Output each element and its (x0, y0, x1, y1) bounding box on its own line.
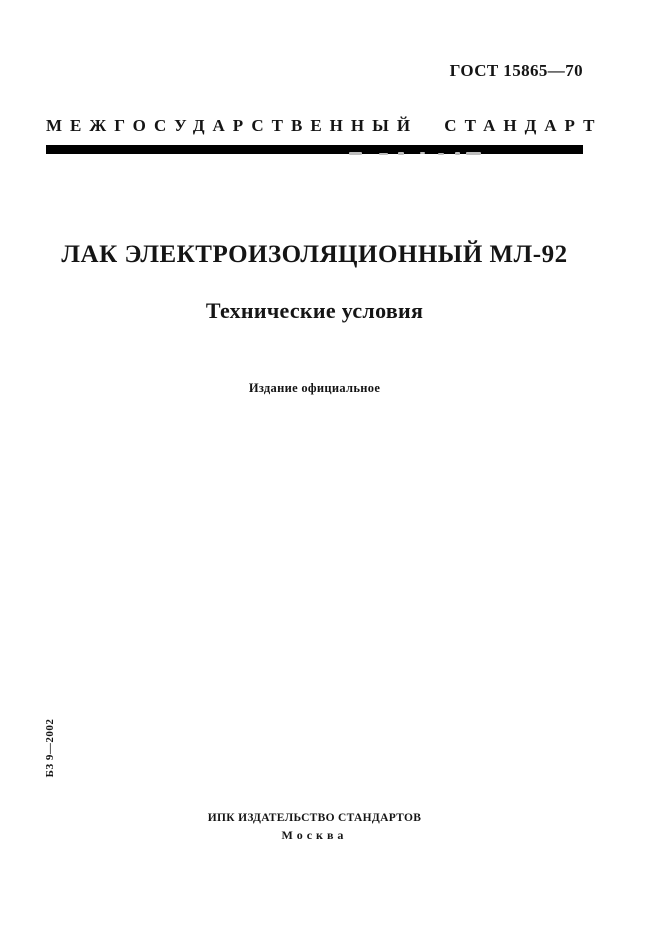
scan-artifact (379, 153, 388, 155)
scan-artifact (455, 152, 460, 155)
scan-artifact (466, 152, 481, 155)
publisher-name: ИПК ИЗДАТЕЛЬСТВО СТАНДАРТОВ (207, 812, 422, 824)
document-code: ГОСТ 15865—70 (449, 61, 583, 80)
scan-artifact (420, 152, 425, 154)
document-title: ЛАК ЭЛЕКТРОИЗОЛЯЦИОННЫЙ МЛ-92 (61, 241, 568, 268)
document-subtitle: Технические условия (205, 298, 424, 323)
side-code-vertical: БЗ 9—2002 (44, 718, 56, 778)
header-rule (46, 145, 583, 154)
scan-artifact (438, 153, 444, 155)
scan-artifact (398, 152, 404, 155)
scan-artifact (349, 152, 362, 155)
standard-type-heading: МЕЖГОСУДАРСТВЕННЫЙ СТАНДАРТ (46, 116, 603, 135)
publisher-city: Москва (281, 828, 348, 842)
edition-note: Издание официальное (248, 381, 381, 395)
